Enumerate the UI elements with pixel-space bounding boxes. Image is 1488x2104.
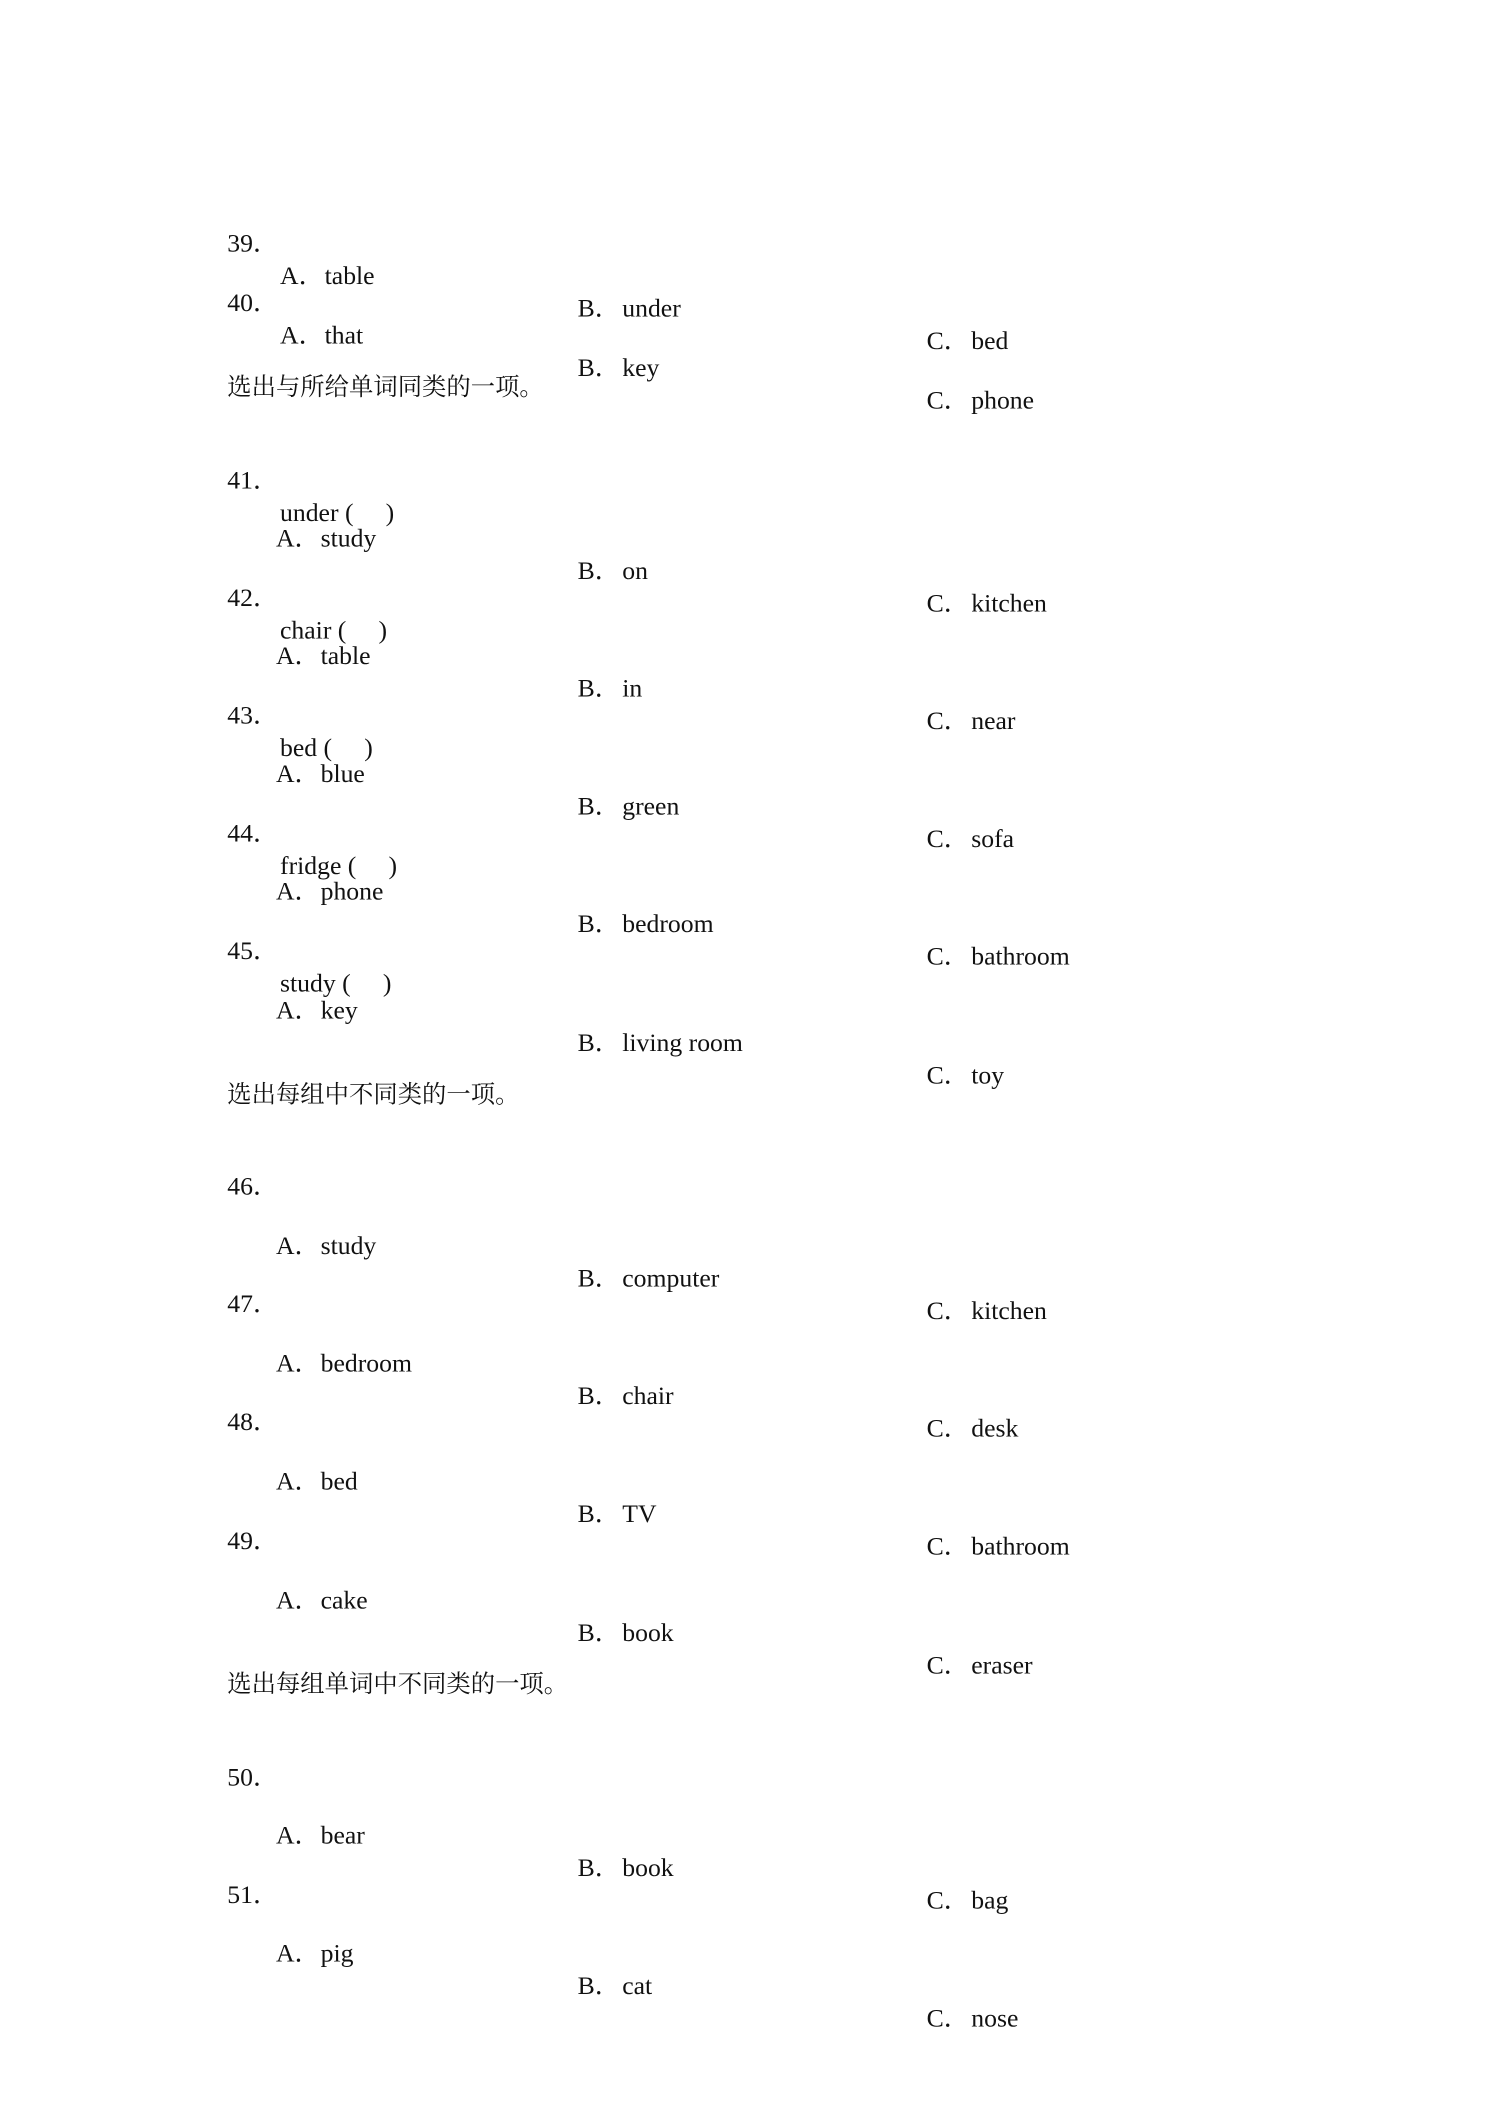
option-c: C．near [926,707,1016,736]
option-a: A．blue [275,760,365,789]
option-b: B．under [577,294,681,324]
option-b: B．bedroom [577,910,714,939]
question-stem: study ( ) [280,969,392,999]
option-c: C．kitchen [926,1297,1047,1326]
question-number: 39． [227,229,279,259]
question-number: 47． [227,1290,279,1319]
question-stem: chair ( ) [280,616,388,646]
option-a: A．study [275,1232,377,1261]
question-number: 45． [227,937,279,966]
question-51-options [0,1906,1019,2068]
section-heading: 选出每组单词中不同类的一项。 [227,1670,569,1699]
option-c: C．sofa [926,825,1015,854]
option-a: A．bear [275,1822,365,1851]
option-b: B．key [577,354,660,383]
option-c: C．toy [926,1061,1005,1091]
question-number: 48． [227,1408,279,1437]
question-number: 42． [227,584,279,613]
option-c: C．bag [926,1887,1009,1916]
question-stem: bed ( ) [280,734,373,763]
option-a: A．that [280,321,364,351]
option-c: C．bed [926,327,1009,356]
option-b: B．TV [577,1500,657,1529]
option-c: C．bathroom [926,1532,1070,1562]
option-b: B．in [577,674,643,704]
section-heading: 选出与所给单词同类的一项。 [227,373,544,402]
section-heading: 选出每组中不同类的一项。 [227,1080,520,1110]
option-c: C．phone [926,386,1035,416]
question-number: 41． [227,466,279,496]
option-b: B．green [577,792,680,822]
question-number: 44． [227,819,279,849]
option-a: A．bedroom [275,1349,412,1379]
option-c: C．eraser [926,1651,1033,1681]
option-a: A．phone [275,877,384,907]
option-a: A．table [275,642,371,671]
question-number: 51． [227,1881,279,1911]
question-number: 49． [227,1527,279,1556]
option-b: B．book [577,1619,674,1648]
option-a: A．key [275,996,358,1026]
option-a: A．pig [275,1939,354,1969]
option-a: A．bed [275,1467,358,1497]
option-b: B．living room [577,1029,743,1058]
option-c: C．bathroom [926,942,1070,972]
question-stem: fridge ( ) [280,852,398,881]
option-b: B．chair [577,1382,674,1411]
option-b: B．book [577,1854,674,1883]
option-c: C．nose [926,2004,1019,2034]
question-stem: under ( ) [280,499,395,528]
option-c: C．kitchen [926,589,1047,619]
option-b: B．on [577,557,648,586]
question-number: 40． [227,289,279,318]
question-number: 50． [227,1763,279,1793]
option-b: B．computer [577,1264,720,1294]
option-c: C．desk [926,1414,1019,1444]
question-number: 46． [227,1172,279,1202]
option-a: A．study [275,524,377,554]
option-a: A．table [280,262,375,291]
question-number: 43． [227,702,279,731]
option-b: B．cat [577,1972,653,2001]
option-a: A．cake [275,1586,368,1616]
